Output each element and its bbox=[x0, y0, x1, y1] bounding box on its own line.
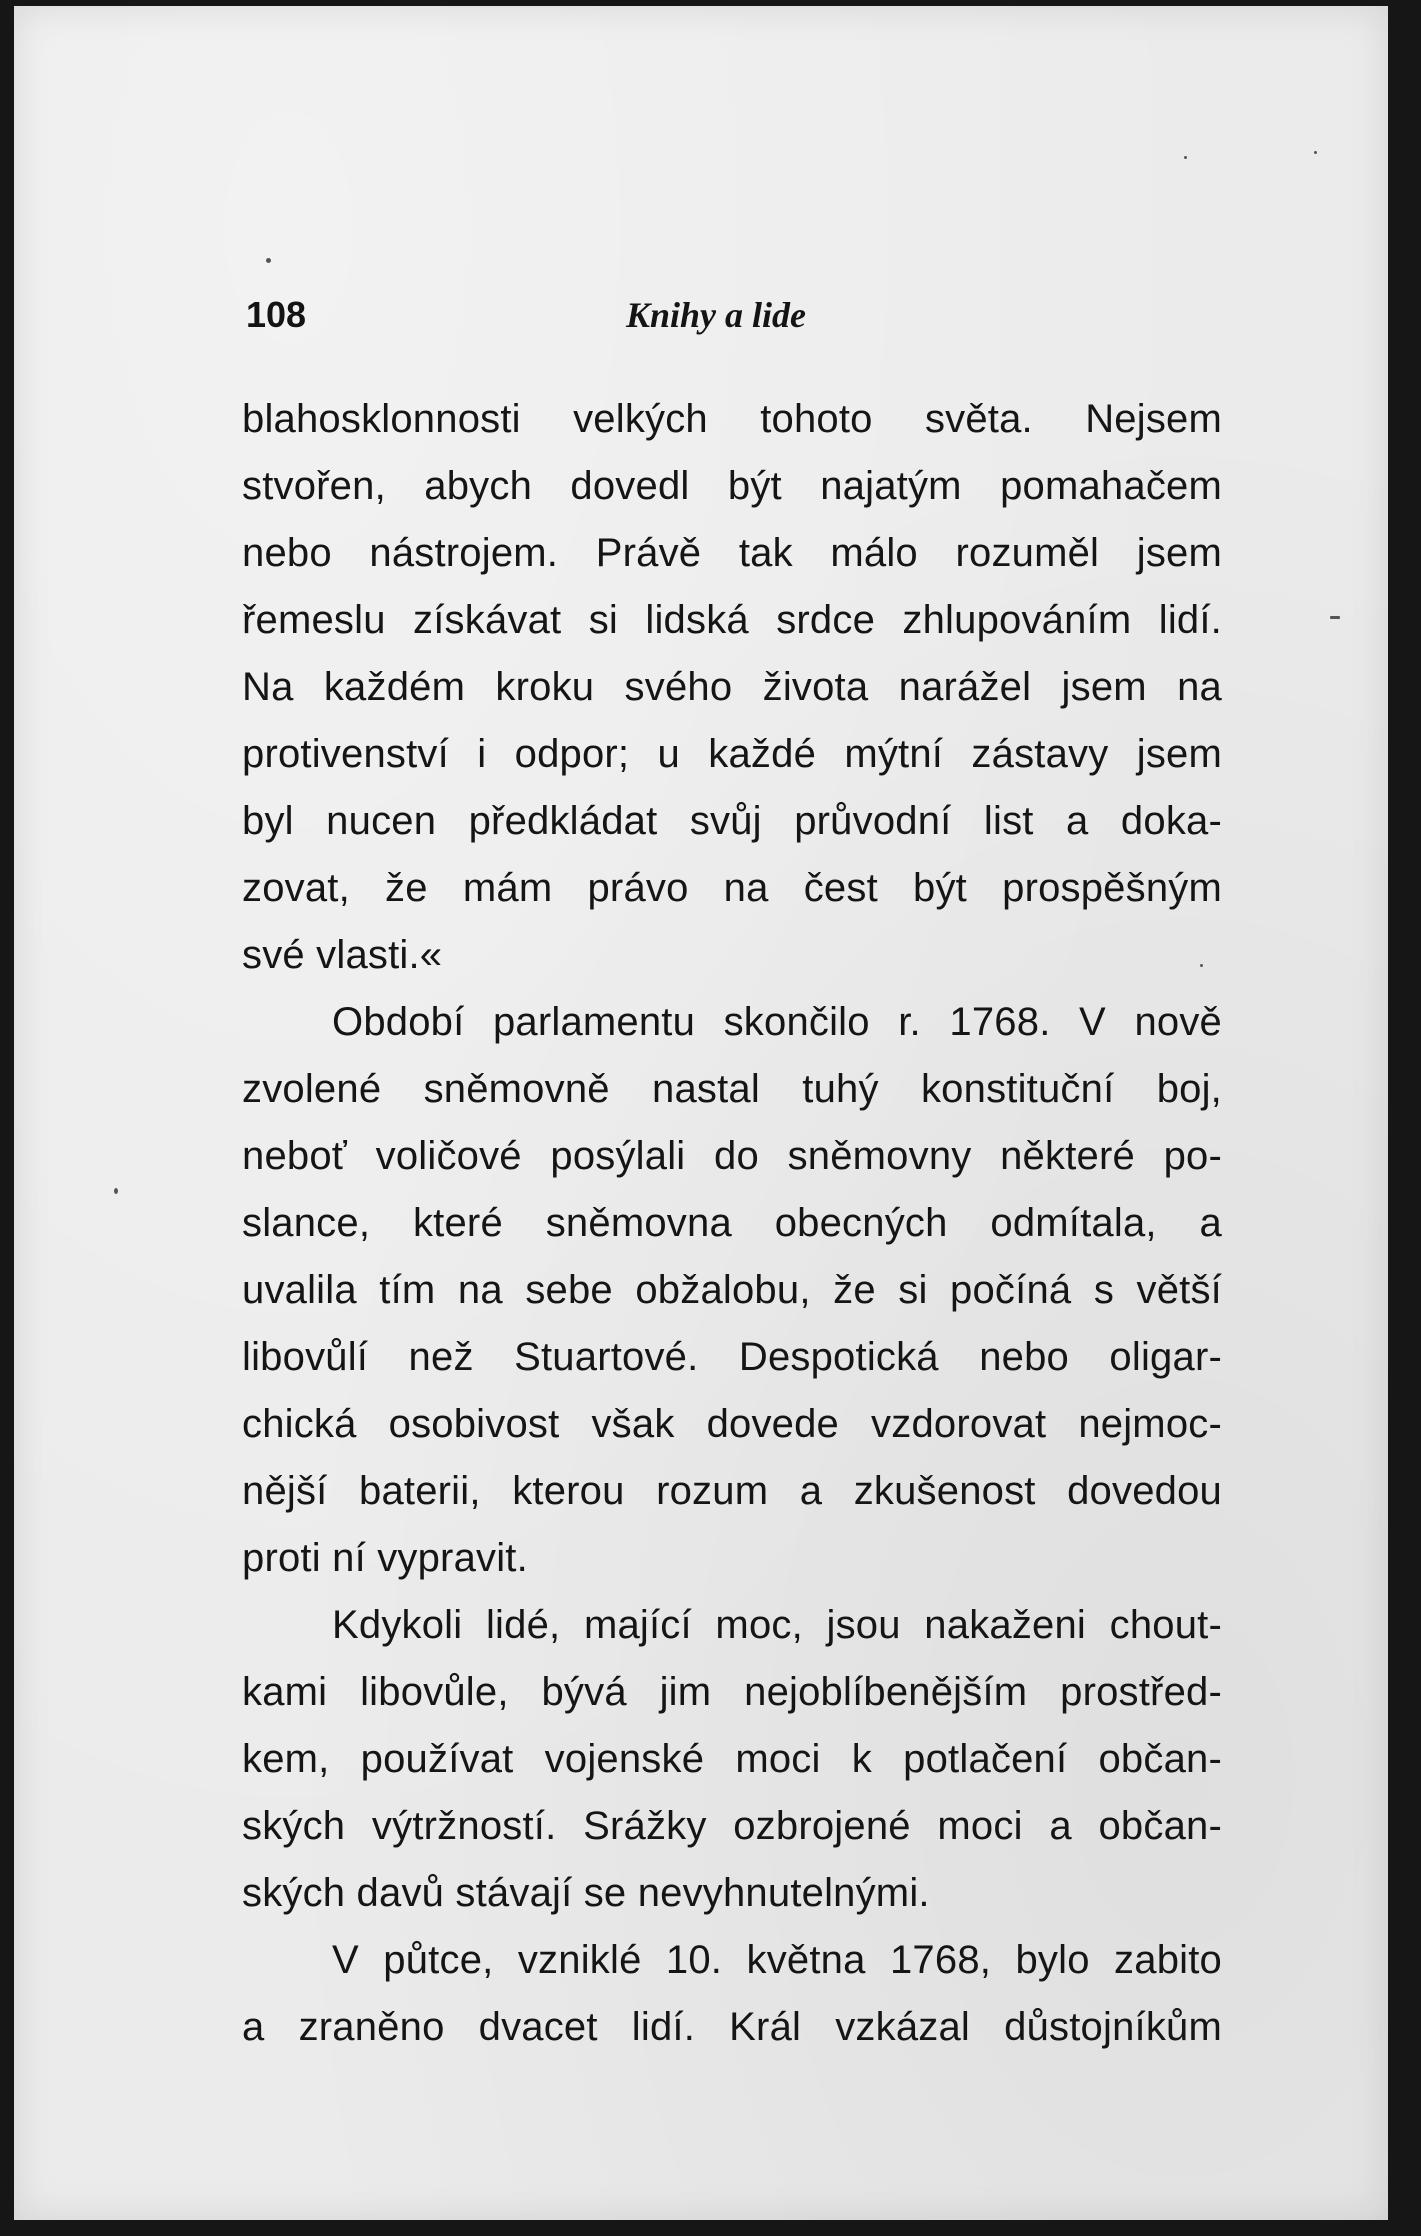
text-line: V půtce, vzniklé 10. května 1768, bylo zabito bbox=[332, 1938, 1222, 1982]
paragraph-2 bbox=[242, 989, 1222, 1592]
text-line: slance, které sněmovna obecných odmítala, a bbox=[242, 1201, 1222, 1245]
text-line: libovůlí než Stuartové. Despotická nebo oligar- bbox=[242, 1335, 1222, 1379]
text-line: neboť voličové posýlali do sněmovny některé po- bbox=[242, 1134, 1222, 1178]
text-line: Období parlamentu skončilo r. 1768. V nově bbox=[332, 1000, 1222, 1044]
text-line: proti ní vypravit. bbox=[242, 1536, 528, 1580]
text-line: kami libovůle, bývá jim nejoblíbenějším prostřed- bbox=[242, 1670, 1222, 1714]
text-line: Kdykoli lidé, mající moc, jsou nakaženi chout- bbox=[332, 1603, 1222, 1647]
text-line: protivenství i odpor; u každé mýtní zástavy jsem bbox=[242, 732, 1222, 776]
text-line: ských davů stávají se nevyhnutelnými. bbox=[242, 1871, 930, 1915]
text-line: chická osobivost však dovede vzdorovat nejmoc- bbox=[242, 1402, 1222, 1446]
text-line: řemeslu získávat si lidská srdce zhlupováním lidí. bbox=[242, 598, 1222, 642]
running-head: Knihy a lide bbox=[626, 295, 807, 335]
text-line: blahosklonnosti velkých tohoto světa. Nejsem bbox=[242, 397, 1222, 441]
text-line: zvolené sněmovně nastal tuhý konstituční boj, bbox=[242, 1067, 1222, 1111]
text-line: stvořen, abych dovedl být najatým pomahačem bbox=[242, 464, 1222, 508]
print-speck bbox=[114, 1188, 118, 1194]
paragraph-4 bbox=[242, 1927, 1222, 2061]
body-text bbox=[242, 386, 1222, 2061]
text-line: kem, používat vojenské moci k potlačení občan- bbox=[242, 1737, 1222, 1781]
text-line: uvalila tím na sebe obžalobu, že si počíná s větší bbox=[242, 1268, 1222, 1312]
print-speck bbox=[266, 258, 271, 263]
text-line: zovat, že mám právo na čest být prospěšným bbox=[242, 866, 1222, 910]
text-line: ských výtržností. Srážky ozbrojené moci a občan- bbox=[242, 1804, 1222, 1848]
text-line: nebo nástrojem. Právě tak málo rozuměl jsem bbox=[242, 531, 1222, 575]
text-line: nější baterii, kterou rozum a zkušenost dovedou bbox=[242, 1469, 1222, 1513]
print-speck bbox=[1314, 151, 1317, 154]
book-page bbox=[14, 6, 1388, 2220]
print-speck bbox=[1330, 616, 1340, 619]
text-line: byl nucen předkládat svůj průvodní list a doka- bbox=[242, 799, 1222, 843]
page-number: 108 bbox=[246, 294, 307, 335]
paragraph-1 bbox=[242, 386, 1222, 989]
text-line: své vlasti.« bbox=[242, 933, 443, 977]
paragraph-3 bbox=[242, 1592, 1222, 1927]
print-speck bbox=[1200, 964, 1203, 967]
text-line: a zraněno dvacet lidí. Král vzkázal důstojníkům bbox=[242, 2005, 1222, 2049]
page-header bbox=[246, 294, 1246, 344]
text-line: Na každém kroku svého života narážel jsem na bbox=[242, 665, 1222, 709]
print-speck bbox=[1184, 156, 1187, 159]
